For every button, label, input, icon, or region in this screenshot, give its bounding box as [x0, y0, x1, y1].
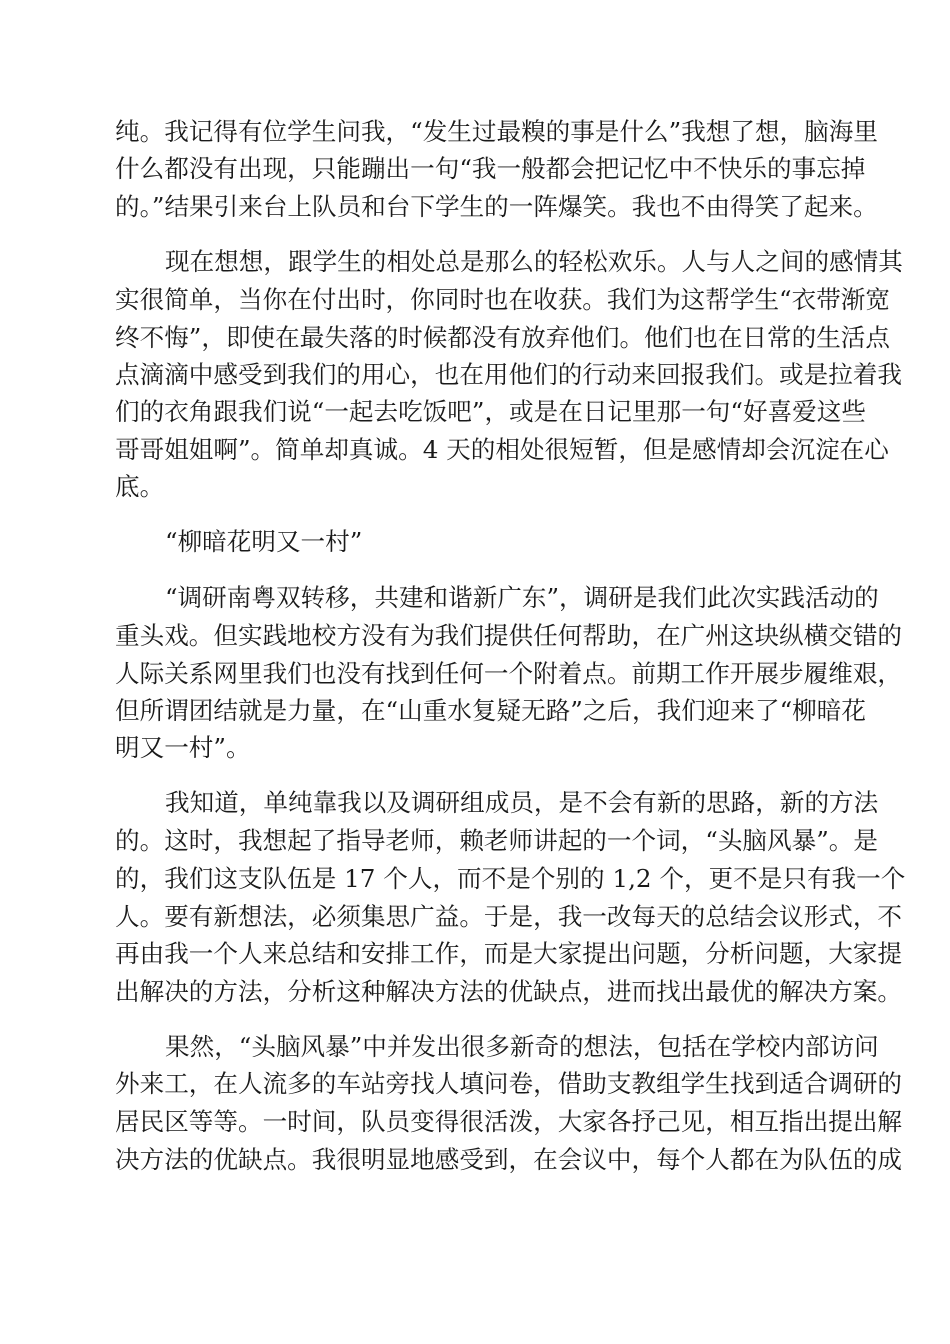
heading-line: “柳暗花明又一村”	[165, 527, 363, 556]
text-line: 明又一村”。	[115, 733, 251, 762]
text-line: 果然，“头脑风暴”中并发出很多新奇的想法，包括在学校内部访问	[165, 1032, 879, 1061]
text-line: 点滴滴中感受到我们的用心，也在用他们的行动来回报我们。或是拉着我	[115, 360, 903, 389]
text-line: 外来工，在人流多的车站旁找人填问卷，借助支教组学生找到适合调研的	[115, 1069, 903, 1098]
text-line: 居民区等等。一时间，队员变得很活泼，大家各抒己见，相互指出提出解	[115, 1107, 903, 1136]
text-line: 出解决的方法，分析这种解决方法的优缺点，进而找出最优的解决方案。	[115, 977, 903, 1006]
text-line: 的。”结果引来台上队员和台下学生的一阵爆笑。我也不由得笑了起来。	[115, 192, 878, 221]
text-line: 决方法的优缺点。我很明显地感受到，在会议中，每个人都在为队伍的成	[115, 1145, 903, 1174]
text-line: 现在想想，跟学生的相处总是那么的轻松欢乐。人与人之间的感情其	[165, 247, 903, 276]
text-line: 的，我们这支队伍是 17 个人，而不是个别的 1,2 个，更不是只有我一个	[115, 864, 906, 893]
text-line: 什么都没有出现，只能蹦出一句“我一般都会把记忆中不快乐的事忘掉	[115, 154, 866, 183]
text-line: 的。这时，我想起了指导老师，赖老师讲起的一个词，“头脑风暴”。是	[115, 826, 878, 855]
text-line: 重头戏。但实践地校方没有为我们提供任何帮助，在广州这块纵横交错的	[115, 621, 903, 650]
text-line: 再由我一个人来总结和安排工作，而是大家提出问题，分析问题，大家提	[115, 939, 903, 968]
text-line: 们的衣角跟我们说“一起去吃饭吧”，或是在日记里那一句“好喜爱这些	[115, 397, 866, 426]
text-line: 我知道，单纯靠我以及调研组成员，是不会有新的思路，新的方法	[165, 788, 879, 817]
text-line: 人际关系网里我们也没有找到任何一个附着点。前期工作开展步履维艰，	[115, 659, 903, 688]
text-line: 实很简单，当你在付出时，你同时也在收获。我们为这帮学生“衣带渐宽	[115, 285, 890, 314]
text-line: “调研南粤双转移，共建和谐新广东”，调研是我们此次实践活动的	[165, 583, 879, 612]
text-line: 但所谓团结就是力量，在“山重水复疑无路”之后，我们迎来了“柳暗花	[115, 696, 866, 725]
text-line: 人。要有新想法，必须集思广益。于是，我一改每天的总结会议形式，不	[115, 902, 903, 931]
text-line: 纯。我记得有位学生问我，“发生过最糗的事是什么”我想了想，脑海里	[115, 117, 878, 146]
text-line: 哥哥姐姐啊”。简单却真诚。4 天的相处很短暂，但是感情却会沉淀在心	[115, 435, 889, 464]
text-line: 底。	[115, 472, 165, 501]
text-line: 终不悔”，即使在最失落的时候都没有放弃他们。他们也在日常的生活点	[115, 323, 890, 352]
